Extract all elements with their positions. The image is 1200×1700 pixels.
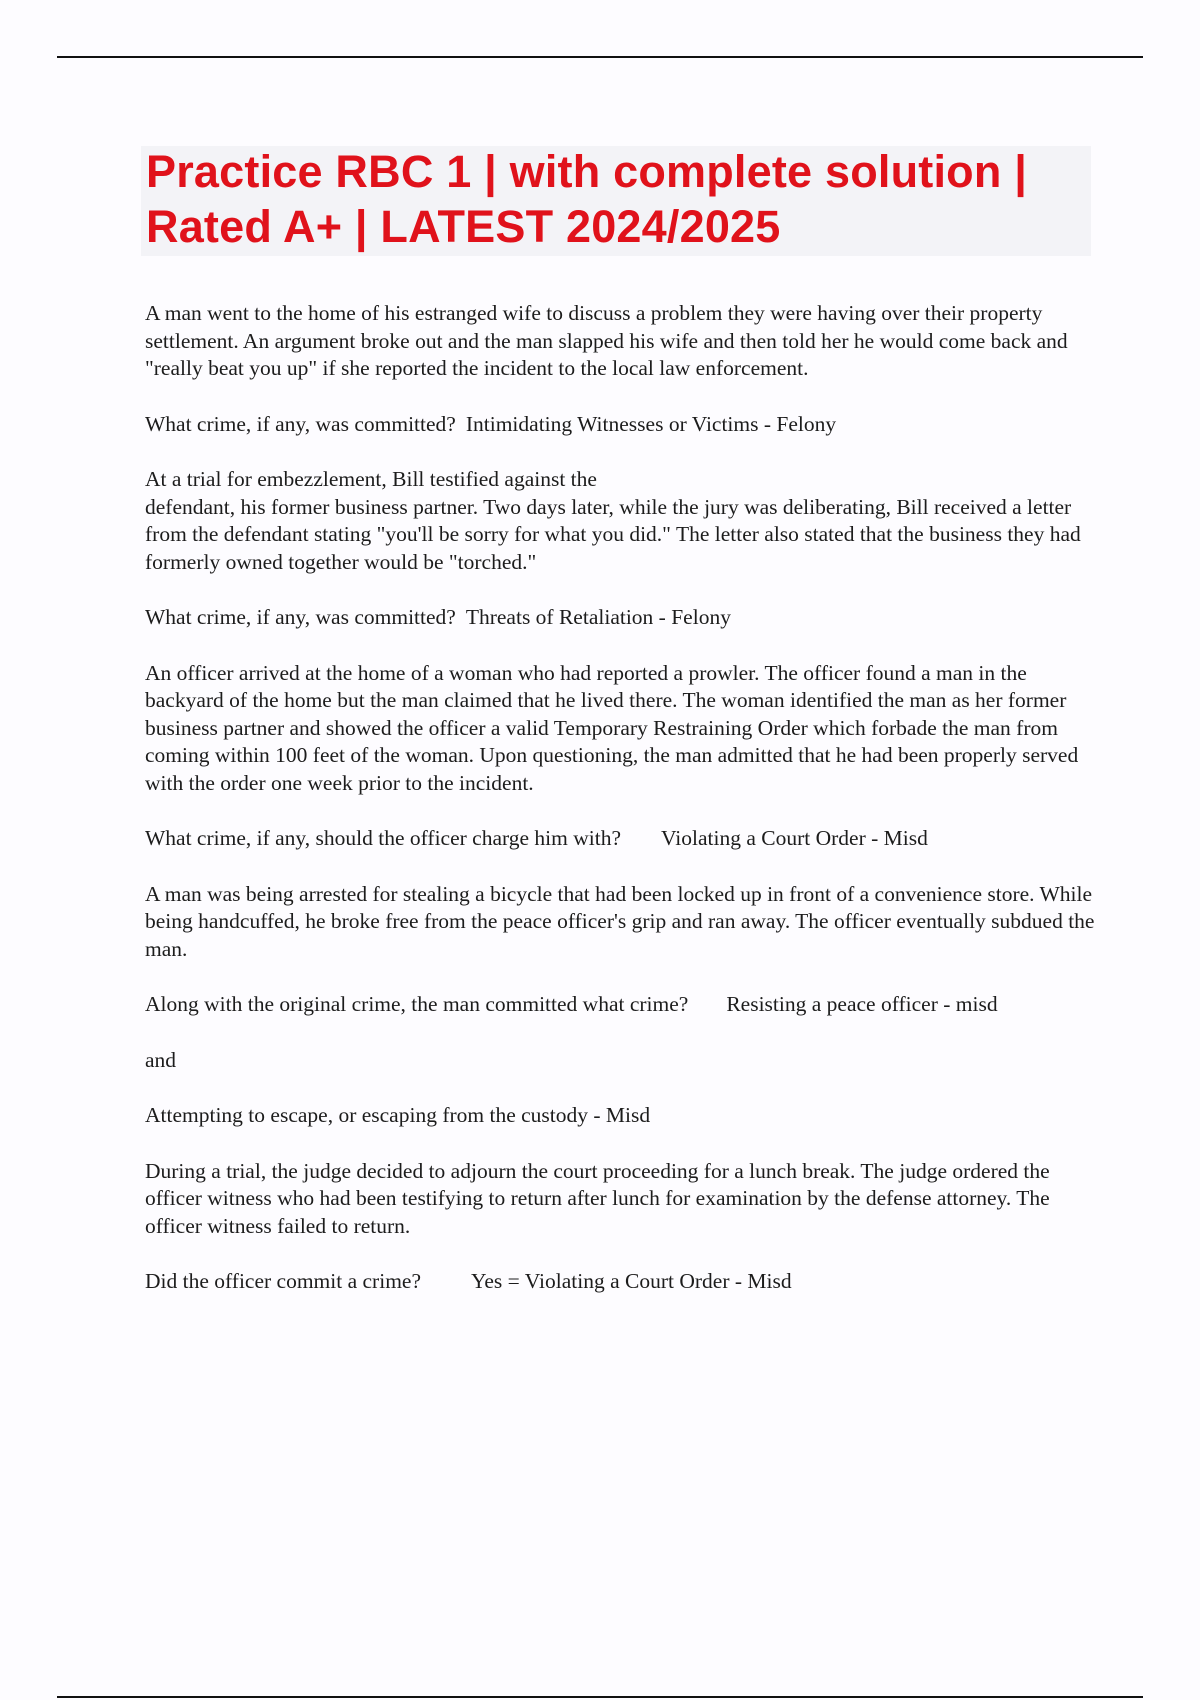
scenario-1: A man went to the home of his estranged wife to discuss a problem they were having over their property settlement. An argument broke out and the man slapped his wife and then told her he would come back and "really beat you up" if she reported the incident to the local law enforcement. bbox=[145, 301, 1068, 380]
connector-and: and bbox=[145, 1047, 177, 1072]
question-3: What crime, if any, should the officer charge him with? bbox=[145, 826, 622, 850]
answer-4: Resisting a peace officer - misd bbox=[726, 992, 998, 1016]
question-4: Along with the original crime, the man committed what crime? bbox=[145, 992, 689, 1016]
answer-2: Threats of Retaliation - Felony bbox=[465, 605, 731, 629]
qa-4 bbox=[145, 991, 1095, 1019]
scenario-2-rest: defendant, his former business partner. Two days later, while the jury was deliberating, Bill received a letter from the defendant stating "you'll be sorry for what you did." The letter also stated that the business they had formerly owned together would be "torched." bbox=[145, 494, 1081, 574]
page-title: Practice RBC 1 | with complete solution | Rated A+ | LATEST 2024/2025 bbox=[146, 146, 1028, 252]
bottom-rule bbox=[57, 1696, 1143, 1698]
question-5: Did the officer commit a crime? bbox=[145, 1269, 422, 1293]
top-rule bbox=[57, 56, 1143, 58]
qa-5 bbox=[145, 1268, 1095, 1296]
qa-2 bbox=[145, 604, 1095, 632]
qa-1 bbox=[145, 411, 1095, 439]
document-body bbox=[145, 300, 1095, 1324]
answer-5: Yes = Violating a Court Order - Misd bbox=[471, 1269, 792, 1293]
scenario-3: An officer arrived at the home of a woman who had reported a prowler. The officer found a man in the backyard of the home but the man claimed that he lived there. The woman identified the man as her former business partner and showed the officer a valid Temporary Restraining Order which forbade the man from coming within 100 feet of the woman. Upon questioning, the man admitted that he had been properly served with the order one week prior to the incident. bbox=[145, 660, 1079, 795]
scenario-4: A man was being arrested for stealing a bicycle that had been locked up in front of a convenience store. While being handcuffed, he broke free from the peace officer's grip and ran away. The officer eventually subdued the man. bbox=[145, 881, 1095, 961]
scenario-5: During a trial, the judge decided to adjourn the court proceeding for a lunch break. The judge ordered the officer witness who had been testifying to return after lunch for examination by the defense attorney. The officer witness failed to return. bbox=[145, 1158, 1050, 1238]
question-2: What crime, if any, was committed? bbox=[145, 605, 456, 629]
answer-3: Violating a Court Order - Misd bbox=[661, 826, 928, 850]
question-1: What crime, if any, was committed? bbox=[145, 411, 456, 436]
qa-3 bbox=[145, 825, 1095, 853]
scenario-2 bbox=[145, 466, 1095, 576]
answer-1: Intimidating Witnesses or Victims - Felony bbox=[465, 411, 837, 436]
scenario-2-line-1: At a trial for embezzlement, Bill testified against the bbox=[145, 467, 597, 491]
answer-4-extra: Attempting to escape, or escaping from the custody - Misd bbox=[145, 1103, 651, 1127]
